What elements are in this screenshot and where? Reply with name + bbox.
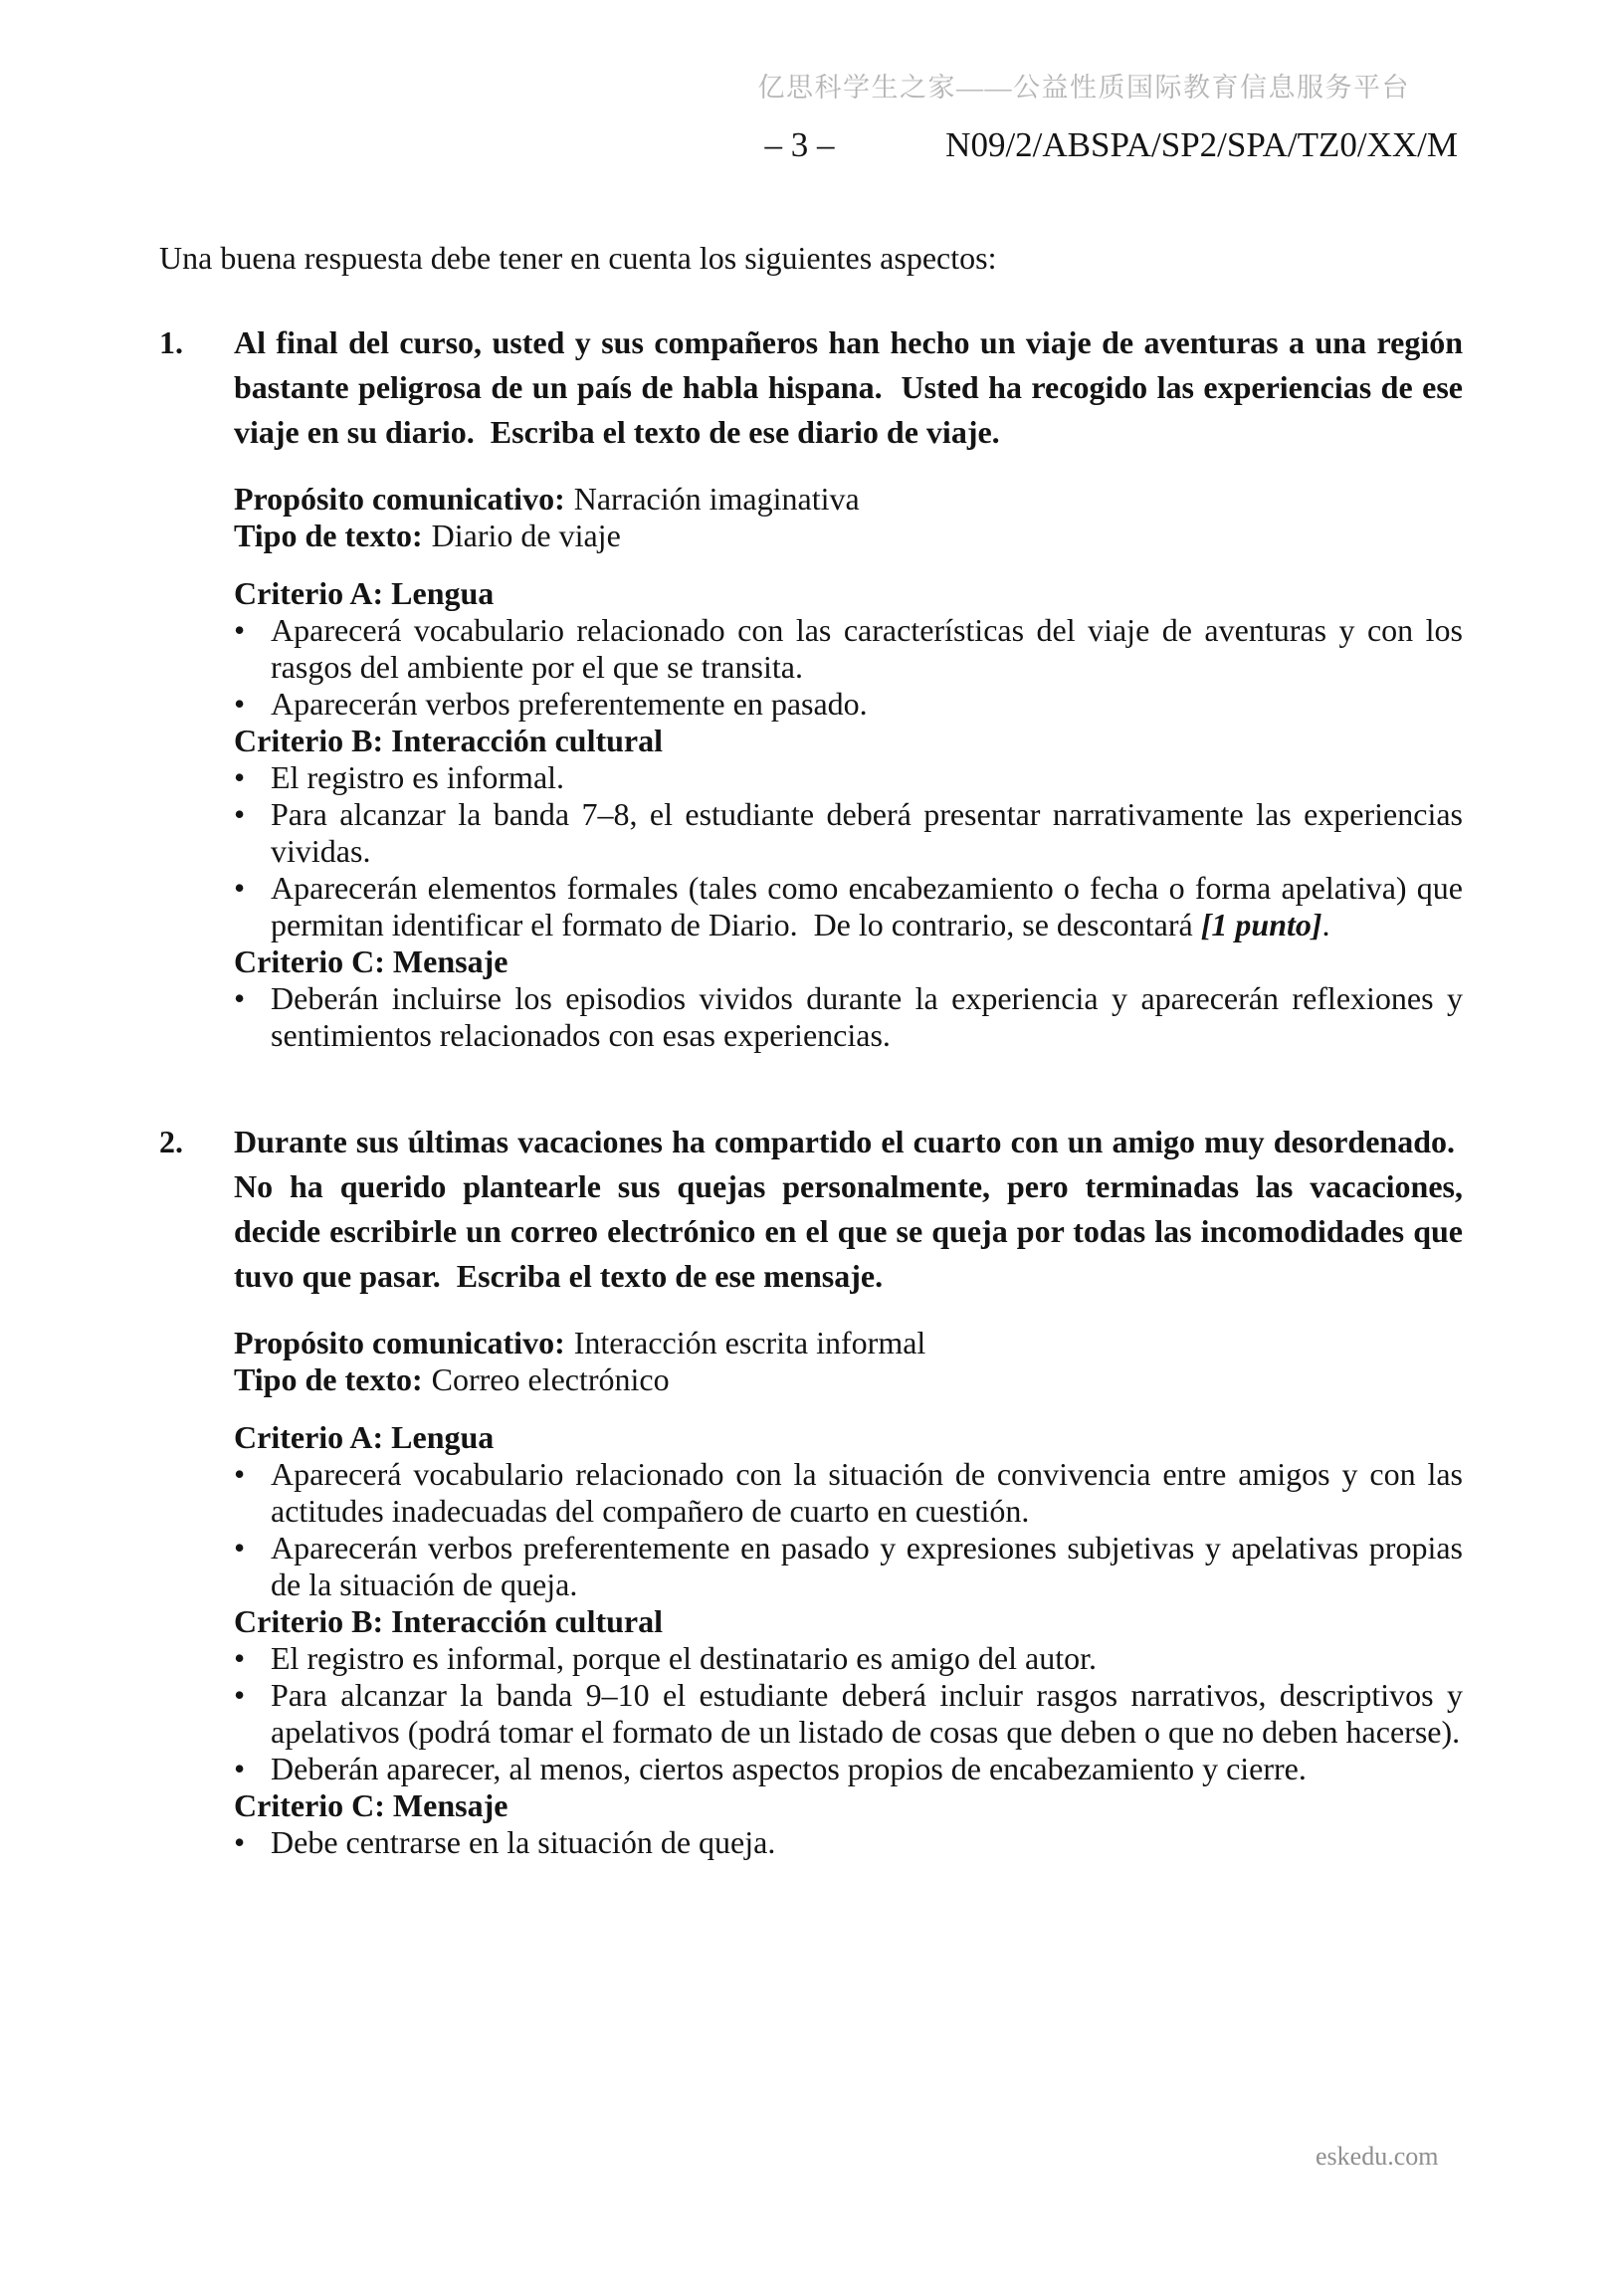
bullet-icon: •: [234, 1824, 246, 1860]
question-body: [234, 320, 1463, 1054]
question-prompt: Durante sus últimas vacaciones ha compartido el cuarto con un amigo muy desordenado. No ha querido plantearle sus quejas personalmente, pero terminadas las vacaciones, decide escribirle un correo electrónico en el que se queja por todas las incomodidades que tuvo que pasar. Escriba el texto de ese mensaje.: [234, 1124, 1463, 1294]
criterion-heading-c: Criterio C: Mensaje: [234, 943, 508, 979]
bullet-item: [234, 1530, 1463, 1603]
bullet-text: Para alcanzar la banda 7–8, el estudiante deberá presentar narrativamente las experiencias vividas.: [271, 796, 1463, 869]
bullet-text: Aparecerá vocabulario relacionado con la situación de convivencia entre amigos y con las actitudes inadecuadas del compañero de cuarto en cuestión.: [271, 1456, 1463, 1529]
criterion-heading-a: Criterio A: Lengua: [234, 1419, 495, 1455]
criteria-block: [234, 575, 1463, 1054]
bullet-icon: •: [234, 1456, 246, 1492]
bullet-item: [234, 796, 1463, 870]
criterion-heading-c: Criterio C: Mensaje: [234, 1787, 508, 1823]
bullet-item: [234, 1456, 1463, 1530]
text-type-line: [234, 518, 1463, 554]
bullet-item: [234, 1824, 1463, 1861]
bullet-icon: •: [234, 612, 246, 648]
bullet-text: Aparecerá vocabulario relacionado con las características del viaje de aventuras y con los rasgos del ambiente por el que se transita.: [271, 612, 1463, 685]
bullet-icon: •: [234, 686, 246, 722]
bullet-icon: •: [234, 1677, 246, 1713]
reference-code: N09/2/ABSPA/SP2/SPA/TZ0/XX/M: [945, 125, 1458, 164]
bullet-item: [234, 1640, 1463, 1677]
bullet-icon: •: [234, 796, 246, 832]
intro-text: Una buena respuesta debe tener en cuenta los siguientes aspectos:: [159, 240, 997, 276]
bullet-text-tail: .: [1321, 907, 1330, 942]
bullet-text: El registro es informal, porque el destinatario es amigo del autor.: [271, 1640, 1097, 1676]
bullet-icon: •: [234, 1530, 246, 1565]
bullet-item: [234, 686, 1463, 723]
footer-site-link: eskedu.com: [1316, 2142, 1439, 2171]
bullet-item: [234, 870, 1463, 943]
purpose-label: Propósito comunicativo:: [234, 481, 565, 517]
bullet-text: [271, 870, 1463, 943]
bullet-text: Aparecerán verbos preferentemente en pasado y expresiones subjetivas y apelativas propias de la situación de queja.: [271, 1530, 1463, 1602]
bullet-item: [234, 1751, 1463, 1787]
bullet-text-lead: Aparecerán elementos formales (tales como encabezamiento o fecha o forma apelativa) que permitan identificar el formato de Diario. De lo contrario, se descontará: [271, 870, 1463, 942]
text-type-label: Tipo de texto:: [234, 518, 423, 553]
bullet-item: [234, 1677, 1463, 1751]
purpose-label: Propósito comunicativo:: [234, 1325, 565, 1360]
bullet-item: [234, 980, 1463, 1054]
criterion-heading-b: Criterio B: Interacción cultural: [234, 723, 663, 758]
points-deduction-note: [1 punto]: [1200, 907, 1322, 942]
bullet-icon: •: [234, 1640, 246, 1676]
bullet-icon: •: [234, 870, 246, 906]
watermark-text: 亿思科学生之家——公益性质国际教育信息服务平台: [757, 73, 1410, 103]
criteria-block: [234, 1419, 1463, 1861]
bullet-item: [234, 612, 1463, 686]
bullet-text: Deberán aparecer, al menos, ciertos aspectos propios de encabezamiento y cierre.: [271, 1751, 1307, 1786]
question-number: 1.: [159, 324, 183, 360]
text-type-label: Tipo de texto:: [234, 1361, 423, 1397]
bullet-text: Aparecerán verbos preferentemente en pasado.: [271, 686, 868, 722]
bullet-text: Para alcanzar la banda 9–10 el estudiante deberá incluir rasgos narrativos, descriptivos y apelativos (podrá tomar el formato de un listado de cosas que deben o que no deben hacerse).: [271, 1677, 1463, 1750]
text-type-line: [234, 1361, 1463, 1398]
criterion-heading-a: Criterio A: Lengua: [234, 575, 495, 611]
question-item-2: [159, 1120, 1463, 1861]
bullet-text: El registro es informal.: [271, 759, 565, 795]
bullet-text: Debe centrarse en la situación de queja.: [271, 1824, 776, 1860]
question-item-1: [159, 320, 1463, 1054]
document-body: [159, 239, 1463, 1861]
question-details: [234, 481, 1463, 1054]
bullet-icon: •: [234, 1751, 246, 1786]
bullet-item: [234, 759, 1463, 796]
text-type-value: Diario de viaje: [431, 518, 621, 553]
purpose-value: Interacción escrita informal: [573, 1325, 926, 1360]
question-details: [234, 1325, 1463, 1861]
bullet-text: Deberán incluirse los episodios vividos durante la experiencia y aparecerán reflexiones y sentimientos relacionados con esas experiencias.: [271, 980, 1463, 1053]
page-number: – 3 –: [764, 125, 835, 164]
purpose-line: [234, 1325, 1463, 1361]
question-number: 2.: [159, 1124, 183, 1159]
text-type-value: Correo electrónico: [431, 1361, 670, 1397]
question-body: [234, 1120, 1463, 1861]
question-prompt: Al final del curso, usted y sus compañeros han hecho un viaje de aventuras a una región bastante peligrosa de un país de habla hispana. Usted ha recogido las experiencias de ese viaje en su diario. Escriba el texto de ese diario de viaje.: [234, 324, 1463, 450]
bullet-icon: •: [234, 759, 246, 795]
criterion-heading-b: Criterio B: Interacción cultural: [234, 1603, 663, 1639]
bullet-icon: •: [234, 980, 246, 1016]
purpose-line: [234, 481, 1463, 518]
purpose-value: Narración imaginativa: [573, 481, 860, 517]
